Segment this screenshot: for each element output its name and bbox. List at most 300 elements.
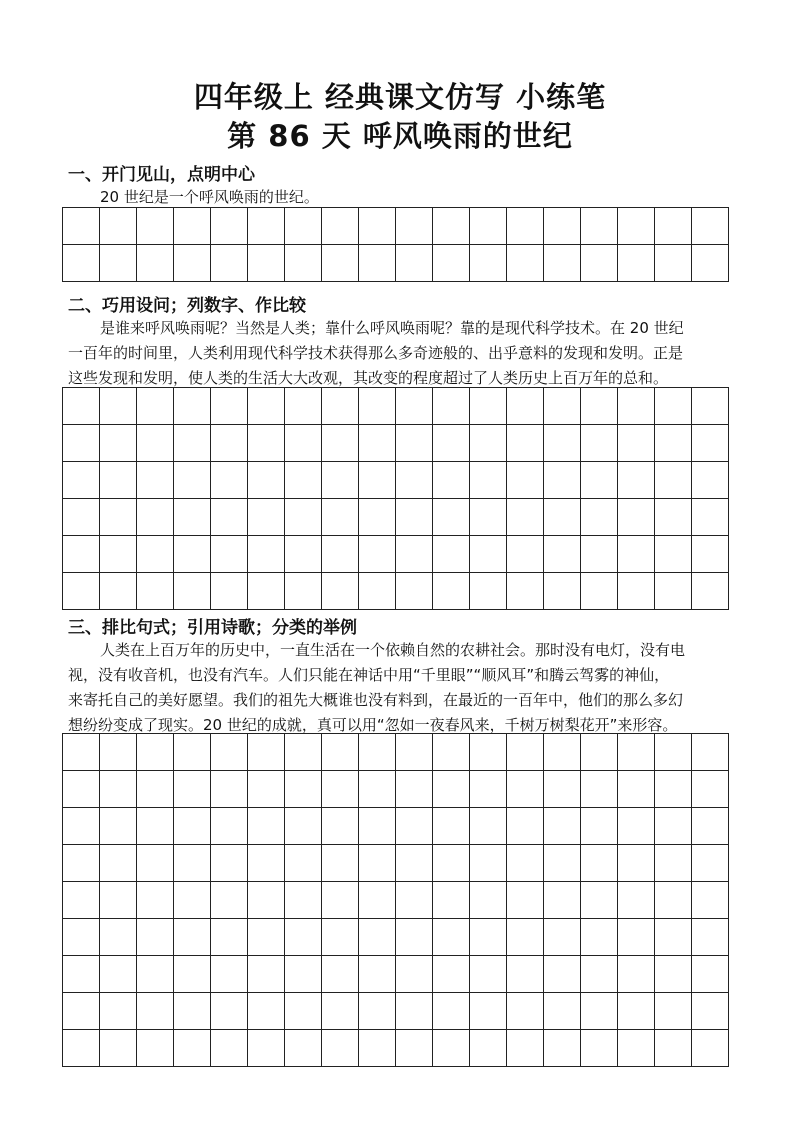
- grid-cell[interactable]: [322, 882, 359, 919]
- grid-cell[interactable]: [137, 499, 174, 536]
- grid-cell[interactable]: [618, 499, 655, 536]
- grid-cell[interactable]: [692, 388, 729, 425]
- grid-cell[interactable]: [211, 245, 248, 282]
- grid-cell[interactable]: [470, 1030, 507, 1067]
- grid-cell[interactable]: [211, 845, 248, 882]
- grid-cell[interactable]: [63, 388, 100, 425]
- grid-cell[interactable]: [396, 573, 433, 610]
- grid-cell[interactable]: [396, 882, 433, 919]
- grid-cell[interactable]: [507, 956, 544, 993]
- grid-cell[interactable]: [433, 462, 470, 499]
- grid-cell[interactable]: [618, 245, 655, 282]
- grid-cell[interactable]: [285, 245, 322, 282]
- grid-cell[interactable]: [285, 536, 322, 573]
- grid-cell[interactable]: [100, 425, 137, 462]
- grid-cell[interactable]: [100, 388, 137, 425]
- grid-cell[interactable]: [322, 808, 359, 845]
- grid-cell[interactable]: [692, 462, 729, 499]
- grid-cell[interactable]: [396, 993, 433, 1030]
- grid-cell[interactable]: [581, 845, 618, 882]
- grid-cell[interactable]: [507, 919, 544, 956]
- grid-cell[interactable]: [692, 993, 729, 1030]
- grid-cell[interactable]: [63, 882, 100, 919]
- grid-cell[interactable]: [211, 808, 248, 845]
- grid-cell[interactable]: [100, 734, 137, 771]
- grid-cell[interactable]: [322, 956, 359, 993]
- grid-cell[interactable]: [581, 462, 618, 499]
- grid-cell[interactable]: [211, 208, 248, 245]
- grid-cell[interactable]: [248, 771, 285, 808]
- grid-cell[interactable]: [322, 771, 359, 808]
- grid-cell[interactable]: [618, 388, 655, 425]
- grid-cell[interactable]: [322, 208, 359, 245]
- grid-cell[interactable]: [544, 845, 581, 882]
- grid-cell[interactable]: [100, 536, 137, 573]
- grid-cell[interactable]: [174, 882, 211, 919]
- grid-cell[interactable]: [359, 808, 396, 845]
- grid-cell[interactable]: [581, 993, 618, 1030]
- grid-cell[interactable]: [470, 993, 507, 1030]
- grid-cell[interactable]: [211, 573, 248, 610]
- grid-cell[interactable]: [655, 245, 692, 282]
- grid-cell[interactable]: [285, 993, 322, 1030]
- grid-cell[interactable]: [433, 993, 470, 1030]
- writing-grid-2[interactable]: [62, 387, 729, 610]
- grid-cell[interactable]: [359, 536, 396, 573]
- grid-cell[interactable]: [285, 808, 322, 845]
- grid-cell[interactable]: [359, 956, 396, 993]
- grid-cell[interactable]: [544, 882, 581, 919]
- grid-cell[interactable]: [507, 882, 544, 919]
- grid-cell[interactable]: [285, 771, 322, 808]
- grid-cell[interactable]: [137, 993, 174, 1030]
- grid-cell[interactable]: [359, 245, 396, 282]
- grid-cell[interactable]: [507, 425, 544, 462]
- grid-cell[interactable]: [544, 956, 581, 993]
- grid-cell[interactable]: [248, 536, 285, 573]
- grid-cell[interactable]: [433, 808, 470, 845]
- grid-cell[interactable]: [470, 573, 507, 610]
- grid-cell[interactable]: [692, 882, 729, 919]
- grid-cell[interactable]: [174, 771, 211, 808]
- grid-cell[interactable]: [137, 956, 174, 993]
- grid-cell[interactable]: [285, 956, 322, 993]
- grid-cell[interactable]: [63, 208, 100, 245]
- grid-cell[interactable]: [544, 1030, 581, 1067]
- grid-cell[interactable]: [359, 771, 396, 808]
- grid-cell[interactable]: [137, 388, 174, 425]
- grid-cell[interactable]: [174, 993, 211, 1030]
- grid-cell[interactable]: [174, 1030, 211, 1067]
- grid-cell[interactable]: [655, 1030, 692, 1067]
- grid-cell[interactable]: [63, 1030, 100, 1067]
- grid-cell[interactable]: [396, 845, 433, 882]
- grid-cell[interactable]: [322, 388, 359, 425]
- grid-cell[interactable]: [211, 993, 248, 1030]
- grid-cell[interactable]: [285, 1030, 322, 1067]
- grid-cell[interactable]: [322, 919, 359, 956]
- grid-cell[interactable]: [174, 499, 211, 536]
- grid-cell[interactable]: [137, 808, 174, 845]
- grid-cell[interactable]: [211, 1030, 248, 1067]
- grid-cell[interactable]: [248, 734, 285, 771]
- grid-cell[interactable]: [396, 919, 433, 956]
- grid-cell[interactable]: [63, 499, 100, 536]
- grid-cell[interactable]: [544, 919, 581, 956]
- grid-cell[interactable]: [433, 388, 470, 425]
- grid-cell[interactable]: [544, 245, 581, 282]
- grid-cell[interactable]: [359, 919, 396, 956]
- grid-cell[interactable]: [692, 536, 729, 573]
- grid-cell[interactable]: [507, 462, 544, 499]
- grid-cell[interactable]: [322, 536, 359, 573]
- grid-cell[interactable]: [433, 536, 470, 573]
- grid-cell[interactable]: [433, 882, 470, 919]
- grid-cell[interactable]: [544, 499, 581, 536]
- grid-cell[interactable]: [322, 573, 359, 610]
- grid-cell[interactable]: [507, 388, 544, 425]
- grid-cell[interactable]: [470, 499, 507, 536]
- grid-cell[interactable]: [359, 462, 396, 499]
- grid-cell[interactable]: [285, 919, 322, 956]
- grid-cell[interactable]: [174, 245, 211, 282]
- grid-cell[interactable]: [470, 388, 507, 425]
- grid-cell[interactable]: [100, 882, 137, 919]
- grid-cell[interactable]: [618, 771, 655, 808]
- grid-cell[interactable]: [581, 425, 618, 462]
- grid-cell[interactable]: [174, 208, 211, 245]
- grid-cell[interactable]: [433, 573, 470, 610]
- grid-cell[interactable]: [285, 462, 322, 499]
- grid-cell[interactable]: [507, 1030, 544, 1067]
- grid-cell[interactable]: [655, 808, 692, 845]
- grid-cell[interactable]: [248, 425, 285, 462]
- grid-cell[interactable]: [396, 771, 433, 808]
- grid-cell[interactable]: [137, 425, 174, 462]
- grid-cell[interactable]: [285, 208, 322, 245]
- grid-cell[interactable]: [396, 808, 433, 845]
- grid-cell[interactable]: [433, 1030, 470, 1067]
- grid-cell[interactable]: [692, 808, 729, 845]
- grid-cell[interactable]: [692, 573, 729, 610]
- grid-cell[interactable]: [248, 993, 285, 1030]
- grid-cell[interactable]: [63, 919, 100, 956]
- grid-cell[interactable]: [285, 734, 322, 771]
- grid-cell[interactable]: [248, 208, 285, 245]
- grid-cell[interactable]: [63, 771, 100, 808]
- grid-cell[interactable]: [359, 499, 396, 536]
- grid-cell[interactable]: [470, 536, 507, 573]
- grid-cell[interactable]: [248, 388, 285, 425]
- grid-cell[interactable]: [544, 771, 581, 808]
- grid-cell[interactable]: [100, 462, 137, 499]
- grid-cell[interactable]: [433, 919, 470, 956]
- grid-cell[interactable]: [618, 1030, 655, 1067]
- grid-cell[interactable]: [470, 462, 507, 499]
- grid-cell[interactable]: [618, 956, 655, 993]
- grid-cell[interactable]: [322, 1030, 359, 1067]
- grid-cell[interactable]: [581, 734, 618, 771]
- grid-cell[interactable]: [507, 993, 544, 1030]
- grid-cell[interactable]: [211, 956, 248, 993]
- grid-cell[interactable]: [137, 208, 174, 245]
- grid-cell[interactable]: [396, 208, 433, 245]
- grid-cell[interactable]: [174, 808, 211, 845]
- grid-cell[interactable]: [655, 388, 692, 425]
- grid-cell[interactable]: [285, 499, 322, 536]
- grid-cell[interactable]: [248, 882, 285, 919]
- grid-cell[interactable]: [692, 734, 729, 771]
- grid-cell[interactable]: [211, 462, 248, 499]
- grid-cell[interactable]: [544, 462, 581, 499]
- grid-cell[interactable]: [692, 499, 729, 536]
- writing-grid-3[interactable]: [62, 733, 729, 1067]
- grid-cell[interactable]: [470, 919, 507, 956]
- grid-cell[interactable]: [618, 462, 655, 499]
- grid-cell[interactable]: [211, 771, 248, 808]
- grid-cell[interactable]: [618, 536, 655, 573]
- grid-cell[interactable]: [655, 499, 692, 536]
- grid-cell[interactable]: [359, 734, 396, 771]
- grid-cell[interactable]: [285, 573, 322, 610]
- grid-cell[interactable]: [359, 993, 396, 1030]
- grid-cell[interactable]: [248, 845, 285, 882]
- grid-cell[interactable]: [396, 1030, 433, 1067]
- grid-cell[interactable]: [174, 462, 211, 499]
- grid-cell[interactable]: [100, 993, 137, 1030]
- grid-cell[interactable]: [433, 245, 470, 282]
- grid-cell[interactable]: [655, 425, 692, 462]
- grid-cell[interactable]: [174, 388, 211, 425]
- grid-cell[interactable]: [544, 734, 581, 771]
- grid-cell[interactable]: [433, 499, 470, 536]
- grid-cell[interactable]: [137, 462, 174, 499]
- grid-cell[interactable]: [174, 845, 211, 882]
- grid-cell[interactable]: [63, 425, 100, 462]
- grid-cell[interactable]: [433, 845, 470, 882]
- grid-cell[interactable]: [433, 956, 470, 993]
- grid-cell[interactable]: [63, 956, 100, 993]
- grid-cell[interactable]: [692, 425, 729, 462]
- grid-cell[interactable]: [63, 845, 100, 882]
- grid-cell[interactable]: [692, 245, 729, 282]
- grid-cell[interactable]: [507, 208, 544, 245]
- grid-cell[interactable]: [581, 388, 618, 425]
- grid-cell[interactable]: [248, 1030, 285, 1067]
- grid-cell[interactable]: [692, 771, 729, 808]
- grid-cell[interactable]: [248, 462, 285, 499]
- grid-cell[interactable]: [174, 919, 211, 956]
- grid-cell[interactable]: [433, 425, 470, 462]
- grid-cell[interactable]: [211, 499, 248, 536]
- grid-cell[interactable]: [396, 245, 433, 282]
- grid-cell[interactable]: [63, 808, 100, 845]
- grid-cell[interactable]: [581, 956, 618, 993]
- grid-cell[interactable]: [211, 919, 248, 956]
- grid-cell[interactable]: [655, 734, 692, 771]
- grid-cell[interactable]: [470, 956, 507, 993]
- grid-cell[interactable]: [655, 573, 692, 610]
- grid-cell[interactable]: [507, 771, 544, 808]
- grid-cell[interactable]: [137, 734, 174, 771]
- grid-cell[interactable]: [174, 425, 211, 462]
- grid-cell[interactable]: [100, 919, 137, 956]
- grid-cell[interactable]: [322, 245, 359, 282]
- grid-cell[interactable]: [544, 425, 581, 462]
- grid-cell[interactable]: [655, 882, 692, 919]
- grid-cell[interactable]: [507, 245, 544, 282]
- grid-cell[interactable]: [63, 993, 100, 1030]
- grid-cell[interactable]: [544, 208, 581, 245]
- grid-cell[interactable]: [544, 993, 581, 1030]
- grid-cell[interactable]: [396, 425, 433, 462]
- grid-cell[interactable]: [507, 808, 544, 845]
- grid-cell[interactable]: [655, 462, 692, 499]
- grid-cell[interactable]: [100, 573, 137, 610]
- grid-cell[interactable]: [433, 734, 470, 771]
- grid-cell[interactable]: [507, 536, 544, 573]
- grid-cell[interactable]: [137, 771, 174, 808]
- grid-cell[interactable]: [211, 734, 248, 771]
- grid-cell[interactable]: [581, 499, 618, 536]
- grid-cell[interactable]: [470, 425, 507, 462]
- grid-cell[interactable]: [544, 573, 581, 610]
- grid-cell[interactable]: [174, 536, 211, 573]
- grid-cell[interactable]: [618, 993, 655, 1030]
- grid-cell[interactable]: [359, 845, 396, 882]
- grid-cell[interactable]: [433, 208, 470, 245]
- grid-cell[interactable]: [248, 956, 285, 993]
- grid-cell[interactable]: [396, 388, 433, 425]
- grid-cell[interactable]: [507, 573, 544, 610]
- grid-cell[interactable]: [470, 808, 507, 845]
- grid-cell[interactable]: [618, 425, 655, 462]
- grid-cell[interactable]: [63, 245, 100, 282]
- grid-cell[interactable]: [507, 499, 544, 536]
- grid-cell[interactable]: [63, 462, 100, 499]
- grid-cell[interactable]: [63, 573, 100, 610]
- grid-cell[interactable]: [581, 771, 618, 808]
- grid-cell[interactable]: [359, 425, 396, 462]
- grid-cell[interactable]: [100, 245, 137, 282]
- grid-cell[interactable]: [248, 919, 285, 956]
- grid-cell[interactable]: [544, 808, 581, 845]
- grid-cell[interactable]: [100, 499, 137, 536]
- grid-cell[interactable]: [100, 956, 137, 993]
- grid-cell[interactable]: [359, 388, 396, 425]
- grid-cell[interactable]: [618, 208, 655, 245]
- grid-cell[interactable]: [655, 771, 692, 808]
- grid-cell[interactable]: [137, 882, 174, 919]
- grid-cell[interactable]: [248, 573, 285, 610]
- grid-cell[interactable]: [322, 499, 359, 536]
- grid-cell[interactable]: [581, 245, 618, 282]
- grid-cell[interactable]: [544, 388, 581, 425]
- grid-cell[interactable]: [655, 919, 692, 956]
- grid-cell[interactable]: [692, 208, 729, 245]
- grid-cell[interactable]: [618, 808, 655, 845]
- grid-cell[interactable]: [63, 536, 100, 573]
- grid-cell[interactable]: [359, 573, 396, 610]
- grid-cell[interactable]: [174, 956, 211, 993]
- grid-cell[interactable]: [359, 882, 396, 919]
- grid-cell[interactable]: [322, 845, 359, 882]
- grid-cell[interactable]: [692, 1030, 729, 1067]
- grid-cell[interactable]: [100, 845, 137, 882]
- grid-cell[interactable]: [100, 808, 137, 845]
- grid-cell[interactable]: [137, 919, 174, 956]
- grid-cell[interactable]: [655, 993, 692, 1030]
- grid-cell[interactable]: [396, 536, 433, 573]
- grid-cell[interactable]: [581, 573, 618, 610]
- grid-cell[interactable]: [396, 734, 433, 771]
- grid-cell[interactable]: [248, 808, 285, 845]
- grid-cell[interactable]: [211, 536, 248, 573]
- grid-cell[interactable]: [581, 808, 618, 845]
- grid-cell[interactable]: [692, 845, 729, 882]
- grid-cell[interactable]: [285, 882, 322, 919]
- grid-cell[interactable]: [544, 536, 581, 573]
- grid-cell[interactable]: [359, 208, 396, 245]
- grid-cell[interactable]: [211, 425, 248, 462]
- grid-cell[interactable]: [581, 882, 618, 919]
- grid-cell[interactable]: [137, 573, 174, 610]
- grid-cell[interactable]: [655, 845, 692, 882]
- writing-grid-1[interactable]: [62, 207, 729, 282]
- grid-cell[interactable]: [100, 1030, 137, 1067]
- grid-cell[interactable]: [433, 771, 470, 808]
- grid-cell[interactable]: [396, 499, 433, 536]
- grid-cell[interactable]: [137, 536, 174, 573]
- grid-cell[interactable]: [618, 573, 655, 610]
- grid-cell[interactable]: [248, 245, 285, 282]
- grid-cell[interactable]: [692, 956, 729, 993]
- grid-cell[interactable]: [396, 956, 433, 993]
- grid-cell[interactable]: [285, 388, 322, 425]
- grid-cell[interactable]: [507, 734, 544, 771]
- grid-cell[interactable]: [285, 845, 322, 882]
- grid-cell[interactable]: [692, 919, 729, 956]
- grid-cell[interactable]: [322, 462, 359, 499]
- grid-cell[interactable]: [581, 536, 618, 573]
- grid-cell[interactable]: [322, 993, 359, 1030]
- grid-cell[interactable]: [581, 208, 618, 245]
- grid-cell[interactable]: [100, 771, 137, 808]
- grid-cell[interactable]: [137, 1030, 174, 1067]
- grid-cell[interactable]: [470, 208, 507, 245]
- grid-cell[interactable]: [137, 845, 174, 882]
- grid-cell[interactable]: [470, 845, 507, 882]
- grid-cell[interactable]: [137, 245, 174, 282]
- grid-cell[interactable]: [285, 425, 322, 462]
- grid-cell[interactable]: [470, 245, 507, 282]
- grid-cell[interactable]: [581, 919, 618, 956]
- grid-cell[interactable]: [655, 956, 692, 993]
- grid-cell[interactable]: [581, 1030, 618, 1067]
- grid-cell[interactable]: [174, 573, 211, 610]
- grid-cell[interactable]: [618, 882, 655, 919]
- grid-cell[interactable]: [470, 771, 507, 808]
- grid-cell[interactable]: [618, 845, 655, 882]
- grid-cell[interactable]: [507, 845, 544, 882]
- grid-cell[interactable]: [322, 425, 359, 462]
- grid-cell[interactable]: [470, 734, 507, 771]
- grid-cell[interactable]: [396, 462, 433, 499]
- grid-cell[interactable]: [470, 882, 507, 919]
- grid-cell[interactable]: [211, 882, 248, 919]
- grid-cell[interactable]: [174, 734, 211, 771]
- grid-cell[interactable]: [100, 208, 137, 245]
